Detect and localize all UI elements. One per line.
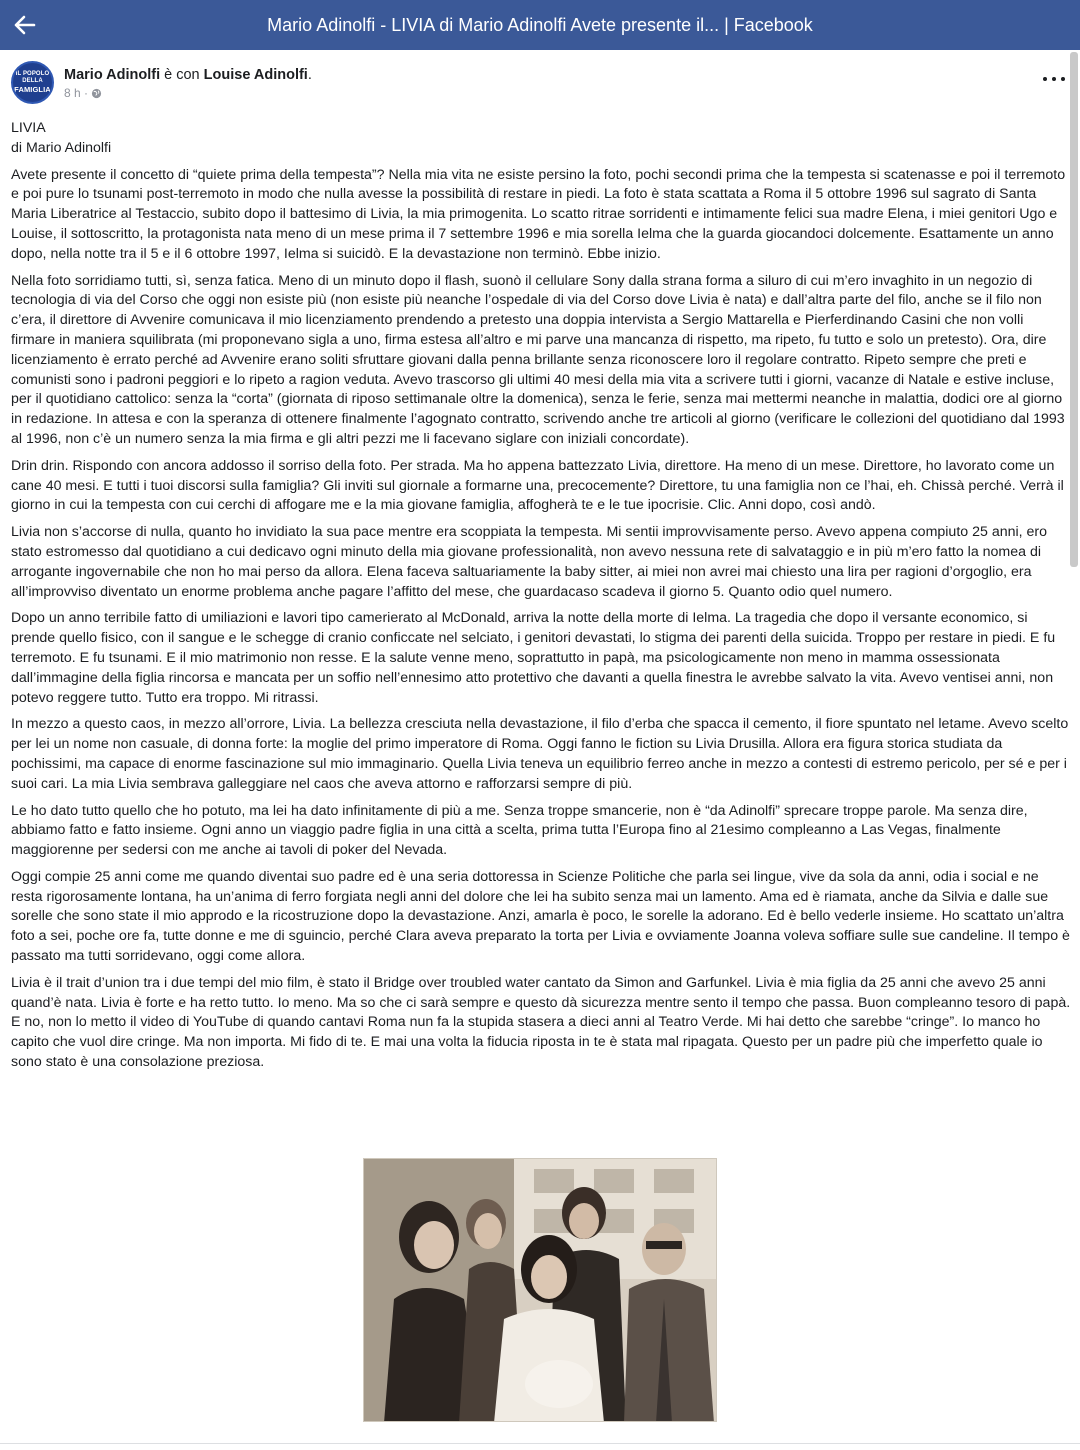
post-body xyxy=(11,119,1071,1080)
post-title: LIVIA xyxy=(11,120,46,136)
post-byline: di Mario Adinolfi xyxy=(11,139,112,156)
post-meta xyxy=(64,86,102,100)
paragraph: Dopo un anno terribile fatto di umiliazioni e lavori tipo camerierato al McDonald, arriva la notte della morte di Ielma. La tragedia che dopo il versante economico, si prende quello fisico, con il sangue e le schegge di cranio conficcate nel selciato, i genitori devastati, lo stigma dei parenti della suicida. Troppo per restare in piedi. E fu terremoto. E fu tsunami. E il mio matrimonio non resse. E la salute venne meno, soprattutto in papà, ma psicologicamente non meno in mamma ossessionata dall’immagine della figlia rincorsa e mancata per un soffio nell’ennesimo atto protettivo che davanti a quella finestra le avrebbe salvato la vita. Avevo ventisei anni, non potevo reggere tutto. Tutto era troppo. Mi ritrassi. xyxy=(11,610,1056,706)
paragraph: Oggi compie 25 anni come me quando diventai suo padre ed è una seria dottoressa in Scienze Politiche che parla sei lingue, vive da sola da anni, odia i social e ne resta rigorosamente lontana, ha un’anima di ferro forgiata negli anni del dolore che lei ha subito senza mai un lamento. Ama ed è riamata, anche da Silvia e dalle sue sorelle che sono state il mio approdo e la ricostruzione dopo la devastazione. Anzi, amarla è poco, le sorelle la adorano. Ed è bello vederle insieme. Ho scattato un’altra foto a sei, poche ore fa, tutte donne e me di sguincio, perché Clara aveva preparato la torta per Livia e ovviamente Joanna voleva soffiare sulle sue candeline. Il tempo è passato ma tutti sorridevano, oggi come allora. xyxy=(11,868,1070,965)
page-title: Mario Adinolfi - LIVIA di Mario Adinolfi Avete presente il... | Facebook xyxy=(267,14,813,35)
paragraph: Avete presente il concetto di “quiete prima della tempesta”? Nella mia vita ne esiste persino la foto, pochi secondi prima che la tempesta si scatenasse e poi il terremoto e poi pure lo tsunami post-terremoto in modo che nulla avesse la possibilità di restare in piedi. La foto è stata scattata a Roma il 5 ottobre 1996 sul sagrato di Santa Maria Liberatrice al Testaccio, subito dopo il battesimo di Livia, la mia primogenita. Lo scatto ritrae sorridenti e intimamente felici sua madre Elena, i miei genitori Ugo e Louise, il sottoscritto, la protagonista nata meno di un mese prima il 7 settembre 1996 e mia sorella Ielma che la guarda giocandoci dolcemente. Esattamente un anno dopo, nella notte tra il 5 e il 6 ottobre 1997, Ielma si suicidò. E la devastazione non terminò. Ebbe inizio. xyxy=(11,166,1066,262)
post-intro xyxy=(11,119,1071,159)
avatar-text-3: FAMIGLIA xyxy=(14,85,51,94)
post-header xyxy=(11,61,1071,107)
top-bar xyxy=(0,0,1080,50)
paragraph: Livia è il trait d’union tra i due tempi del mio film, è stato il Bridge over troubled water cantato da Simon and Garfunkel. Livia è mia figlia da 25 anni che avevo 25 anni quand’è nata. Livia è forte e ha retto tutto. Io meno. Ma so che ci sarà sempre e questo dà sicurezza mentre sento il tempo che passa. Buon compleanno tesoro di papà. E no, non lo metto il video di YouTube di quando cantavi Roma nun fa la stupida stasera a dieci anni al Teatro Verde. Mi hai detto che sarebbe “cringe”. Io manco ho capito che vuol dire cringe. Ma non importa. Mi fido di te. E mai una volta la fiducia riposta in te è stata mal ripagata. Questo per un padre più che imperfetto quale io sono stato è una consolazione preziosa. xyxy=(11,974,1071,1071)
paragraph: Drin drin. Rispondo con ancora addosso il sorriso della foto. Per strada. Ma ho appena battezzato Livia, direttore. Ha meno di un mese. Direttore, ho lavorato come un cane 40 mesi. E tutti i tuoi discorsi sulla famiglia? Gli inviti sul giornale a formarne una, precocemente? Direttore, tu una famiglia non ce l’hai, eh. Chissà perché. Verrà il giorno in cui la tempesta con cui cerchi di affogare me e la mia giovane famiglia, affogherà te e le tue ipocrisie. Clic. Anni dopo, così andò. xyxy=(11,457,1064,514)
paragraph: Le ho dato tutto quello che ho potuto, ma lei ha dato infinitamente di più a me. Senza troppe smancerie, non è “da Adinolfi” sprecare troppe parole. Ma senza dire, abbiamo fatto e fatto insieme. Ogni anno un viaggio padre figlia in una città a scelta, prima tutta l’Europa fino al 21esimo compleanno a Las Vegas, finalmente maggiorenne per sedersi con me anche ai tavoli di poker del Nevada. xyxy=(11,802,1028,859)
author-line xyxy=(64,67,312,83)
more-horizontal-icon xyxy=(1043,77,1047,81)
more-dot xyxy=(1061,77,1065,81)
scrollbar[interactable] xyxy=(1070,52,1078,567)
avatar-text-1: IL POPOLO xyxy=(15,71,50,77)
more-dot xyxy=(1052,77,1056,81)
post-photo[interactable] xyxy=(363,1158,717,1422)
with-text: è con xyxy=(160,67,204,83)
family-photo-illustration xyxy=(364,1159,717,1422)
back-button[interactable] xyxy=(10,10,40,40)
paragraph: Nella foto sorridiamo tutti, sì, senza fatica. Meno di un minuto dopo il flash, suonò il cellulare Sony dalla strana forma a siluro di cui m’ero invaghito in un negozio di tecnologia di via del Corso che oggi non esiste più (non esiste più neanche l’ospedale di via del Corso dove Livia è nata) e dall’altra parte del filo, anche se il filo non c’era, il direttore di Avvenire comunicava il mio licenziamento prendendo a pretesto una doppia intervista a Sergio Mattarella e Pierferdinando Casini che non volli firmare in maniera squilibrata (mi proponevano sigla a uno, firma estesa all’altro e mi parve una mancanza di rispetto, ma ripeto, fu tutto e solo un pretesto). Ora, dire licenziamento è errato perché ad Avvenire erano soliti sfruttare giovani dalla penna brillante senza riconoscere loro il regolare contratto. Ripeto sempre che preti e comunisti sono i padroni peggiori e lo ripeto a ragion veduta. Avevo trascorso gli ultimi 40 mesi della mia vita a scrivere tutti i giorni, vacanze di Natale e estive incluse, per il quotidiano cattolico: senza la “corta” (giornata di riposo settimanale oltre la domenica), senza le ferie, senza mai mettermi neanche in malattia, dodici ore al giorno in redazione. In attesa e con la speranza di ottenere finalmente l’agognato contratto, scrivendo anche tre articoli al giorno (verificare le collezioni del quotidiano dal 1993 al 1996, non c’è un numero senza la mia firma e gli altri pezzi me li facevano siglare con iniziali concordate). xyxy=(11,272,1065,447)
divider xyxy=(0,1443,1080,1444)
arrow-left-icon xyxy=(14,15,36,35)
avatar[interactable] xyxy=(11,61,54,104)
globe-icon xyxy=(91,88,102,99)
paragraph: In mezzo a questo caos, in mezzo all’orrore, Livia. La bellezza cresciuta nella devastazione, il filo d’erba che spacca il cemento, il fiore spuntato nel letame. Avevo scelto per lei un nome non casuale, di donna forte: la moglie del primo imperatore di Roma. Oggi fanno le fiction su Livia Drusilla. Allora era figura storica studiata da pochissimi, ma capace di enorme fascinazione sul mio immaginario. Quella Livia teneva un equilibrio ferreo anche in mezzo a contesti di estremo pericolo, per sé e per i suoi cari. La mia Livia sembrava galleggiare nel caos che aveva attorno e rafforzarsi sempre di più. xyxy=(11,716,1069,792)
tagged-user[interactable]: Louise Adinolfi xyxy=(203,67,308,83)
post-time[interactable]: 8 h · xyxy=(64,86,89,100)
author-name[interactable]: Mario Adinolfi xyxy=(64,67,161,83)
paragraph: Livia non s’accorse di nulla, quanto ho invidiato la sua pace mentre era scoppiata la tempesta. Mi sentii improvvisamente perso. Avevo appena compiuto 25 anni, ero stato estromesso dal quotidiano a cui dedicavo ogni minuto della mia giovane professionalità, non avevo nessuna rete di salvataggio e in più m’ero fatto la nomea di arrogante ingovernabile che non ho mai perso da allora. Elena faceva saltuariamente la baby sitter, ai miei non avrei mai chiesto una lira per ragioni d’orgoglio, era all’improvviso diventato un enorme problema anche pagare l’affitto del mese, che guardacaso scadeva il giorno 5. Quanto odio quel numero. xyxy=(11,524,1048,600)
avatar-text-2: DELLA xyxy=(22,78,43,84)
tagged-suffix: . xyxy=(307,67,312,83)
more-options-button[interactable] xyxy=(1043,71,1065,87)
